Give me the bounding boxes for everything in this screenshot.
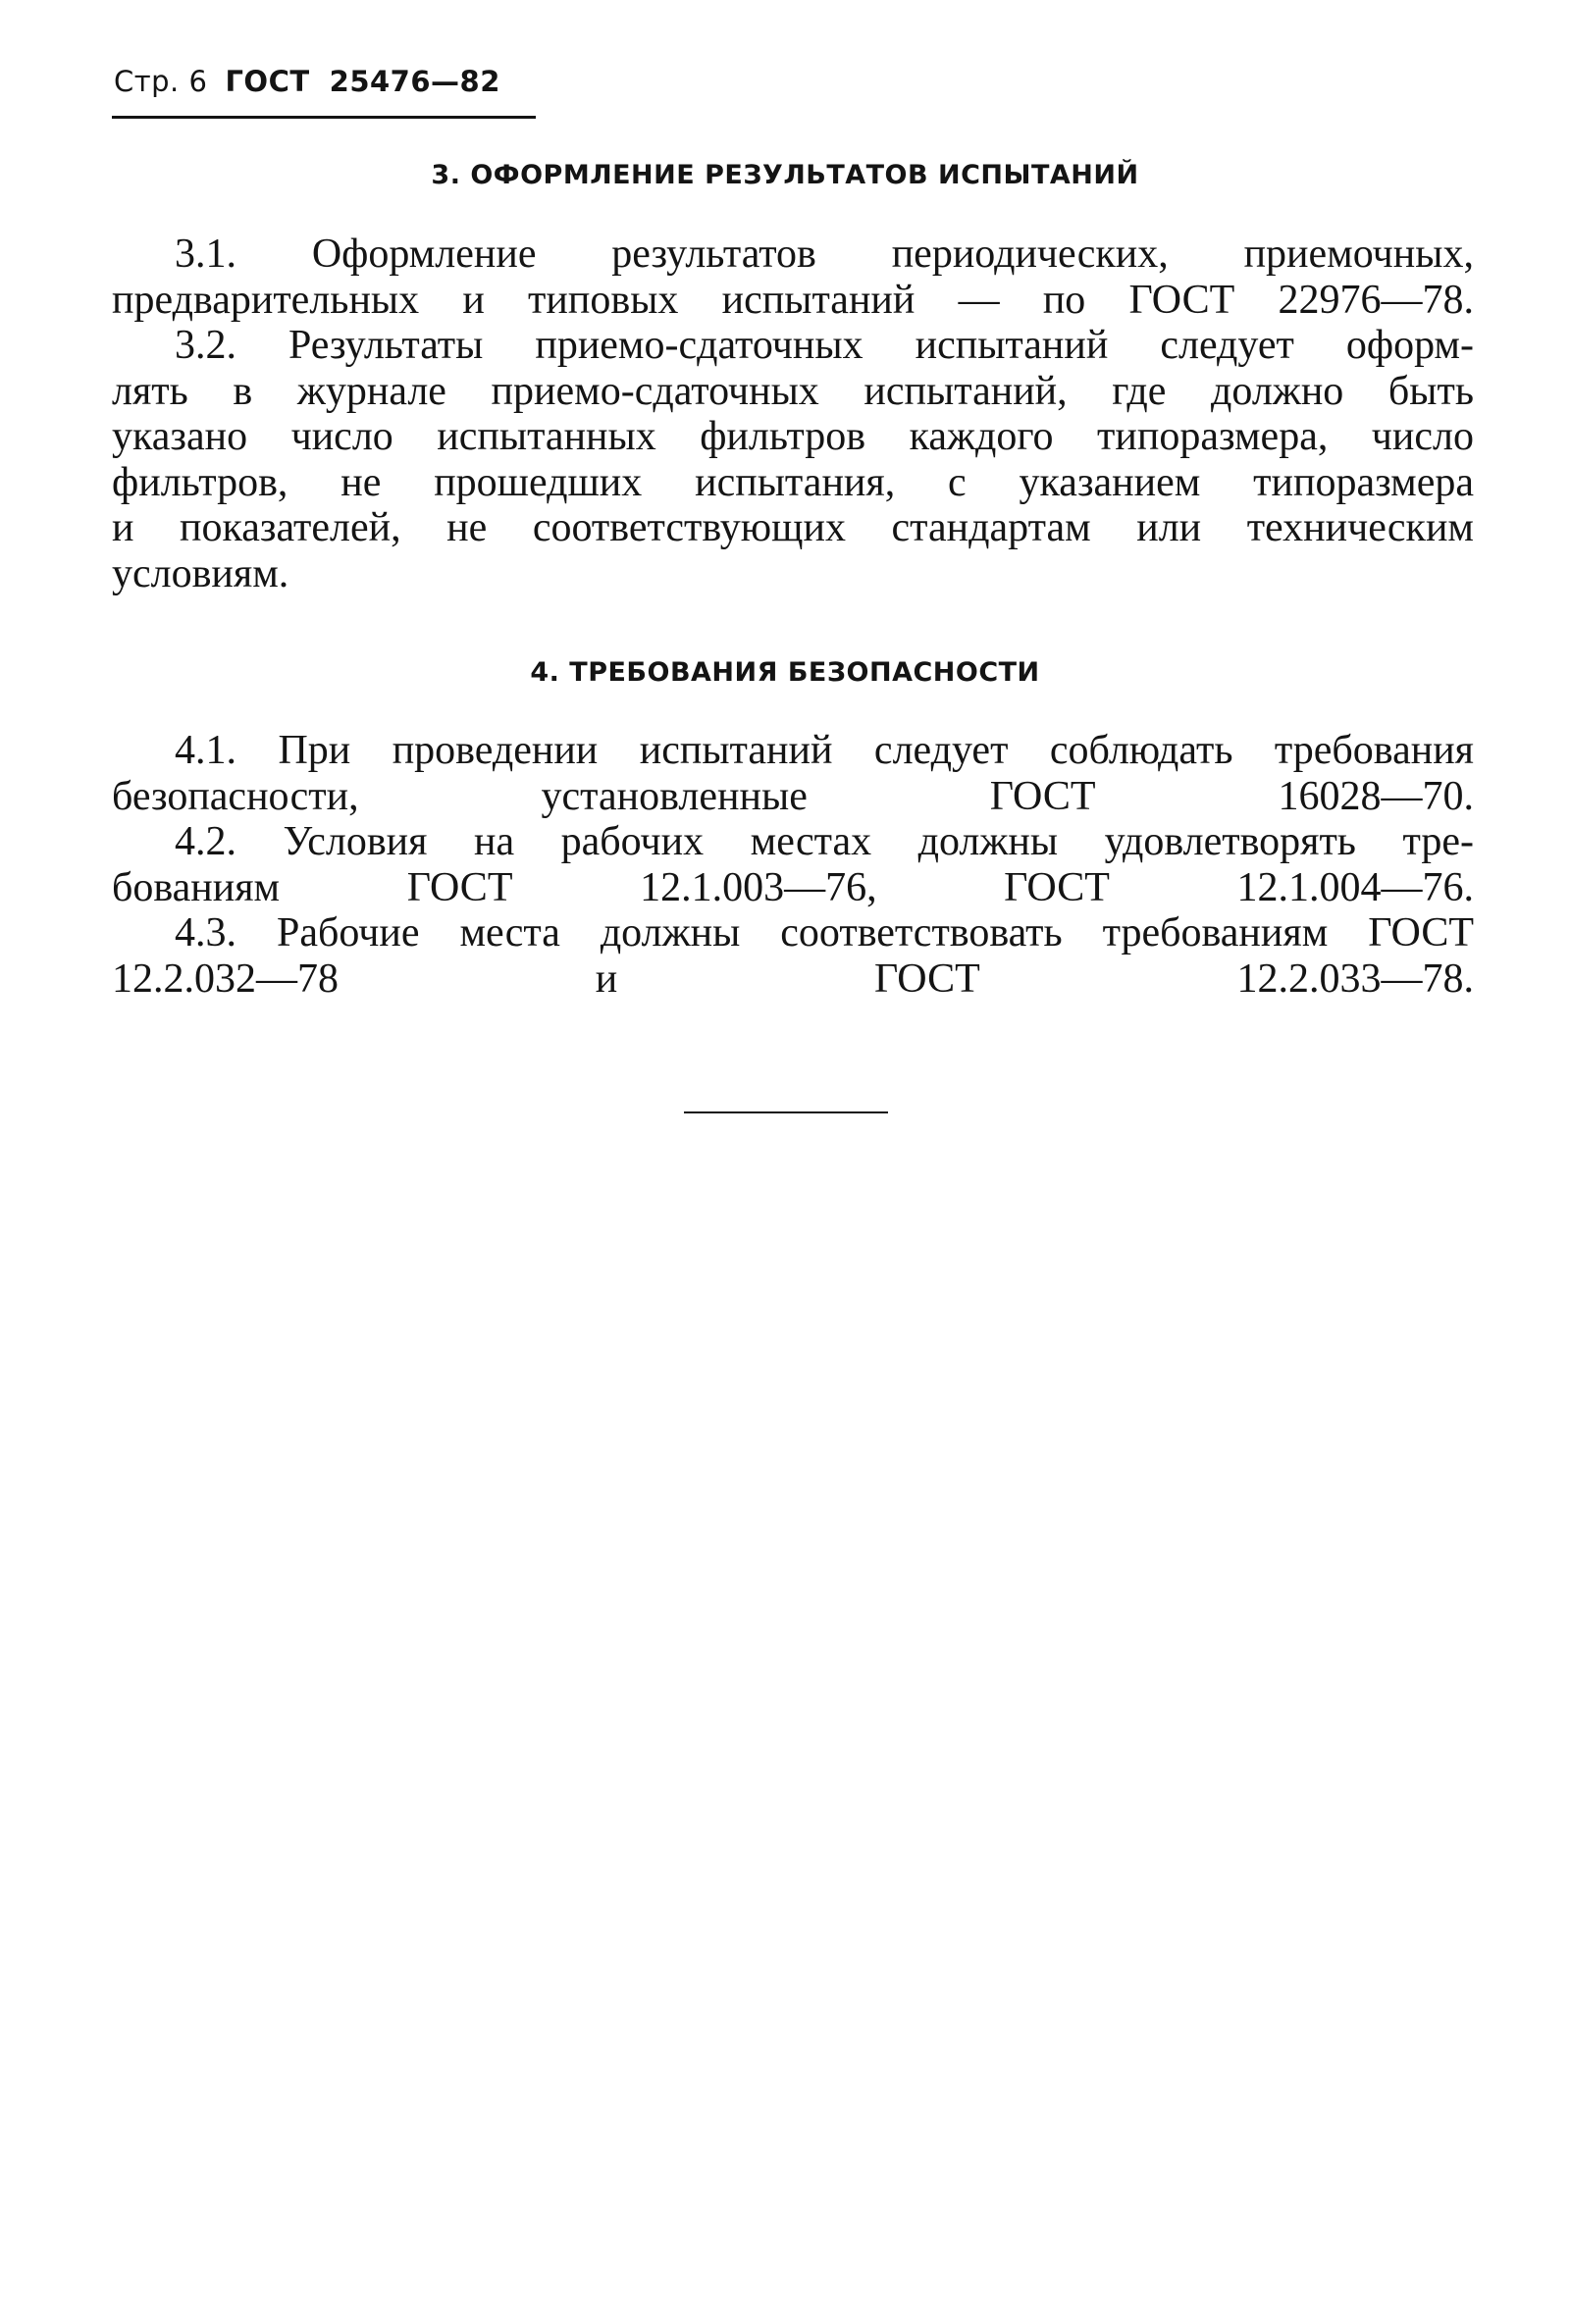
paragraph-line: лять в журнале приемо-сдаточных испытаний, где должно быть — [112, 368, 1474, 414]
paragraph-3-2 — [112, 323, 1474, 596]
standard-label: ГОСТ — [225, 65, 310, 98]
paragraph-line: 12.2.032—78 и ГОСТ 12.2.033—78. — [112, 955, 1474, 1002]
paragraph-line: безопасности, установленные ГОСТ 16028—70. — [112, 773, 1474, 819]
paragraph-line: 3.1. Оформление результатов периодических, приемочных, — [175, 232, 1474, 277]
paragraph-line: 4.1. При проведении испытаний следует соблюдать требования — [175, 728, 1474, 773]
page-header — [114, 65, 500, 98]
paragraph-line: 4.3. Рабочие места должны соответствовать требованиям ГОСТ — [175, 910, 1474, 955]
header-underline — [112, 116, 536, 119]
paragraph-line: предварительных и типовых испытаний — по ГОСТ 22976—78. — [112, 277, 1474, 323]
paragraph-line: условиям. — [112, 550, 289, 596]
page-number-label: Стр. 6 — [114, 65, 208, 98]
section-3-title: 3. ОФОРМЛЕНИЕ РЕЗУЛЬТАТОВ ИСПЫТАНИЙ — [431, 160, 1139, 190]
paragraph-line: бованиям ГОСТ 12.1.003—76, ГОСТ 12.1.004—76. — [112, 864, 1474, 910]
paragraph-4-1 — [112, 728, 1474, 819]
paragraph-line: и показателей, не соответствующих стандартам или техническим — [112, 505, 1474, 550]
paragraph-3-1 — [112, 232, 1474, 323]
paragraph-4-3 — [112, 910, 1474, 1002]
standard-number: 25476—82 — [329, 65, 500, 98]
paragraph-line: фильтров, не прошедших испытания, с указанием типоразмера — [112, 459, 1474, 505]
end-divider — [684, 1111, 888, 1113]
paragraph-4-2 — [112, 819, 1474, 910]
paragraph-line: 4.2. Условия на рабочих местах должны удовлетворять тре- — [175, 819, 1474, 864]
section-4-title: 4. ТРЕБОВАНИЯ БЕЗОПАСНОСТИ — [530, 657, 1040, 688]
paragraph-line: указано число испытанных фильтров каждого типоразмера, число — [112, 414, 1474, 459]
paragraph-line: 3.2. Результаты приемо-сдаточных испытаний следует оформ- — [175, 323, 1474, 368]
